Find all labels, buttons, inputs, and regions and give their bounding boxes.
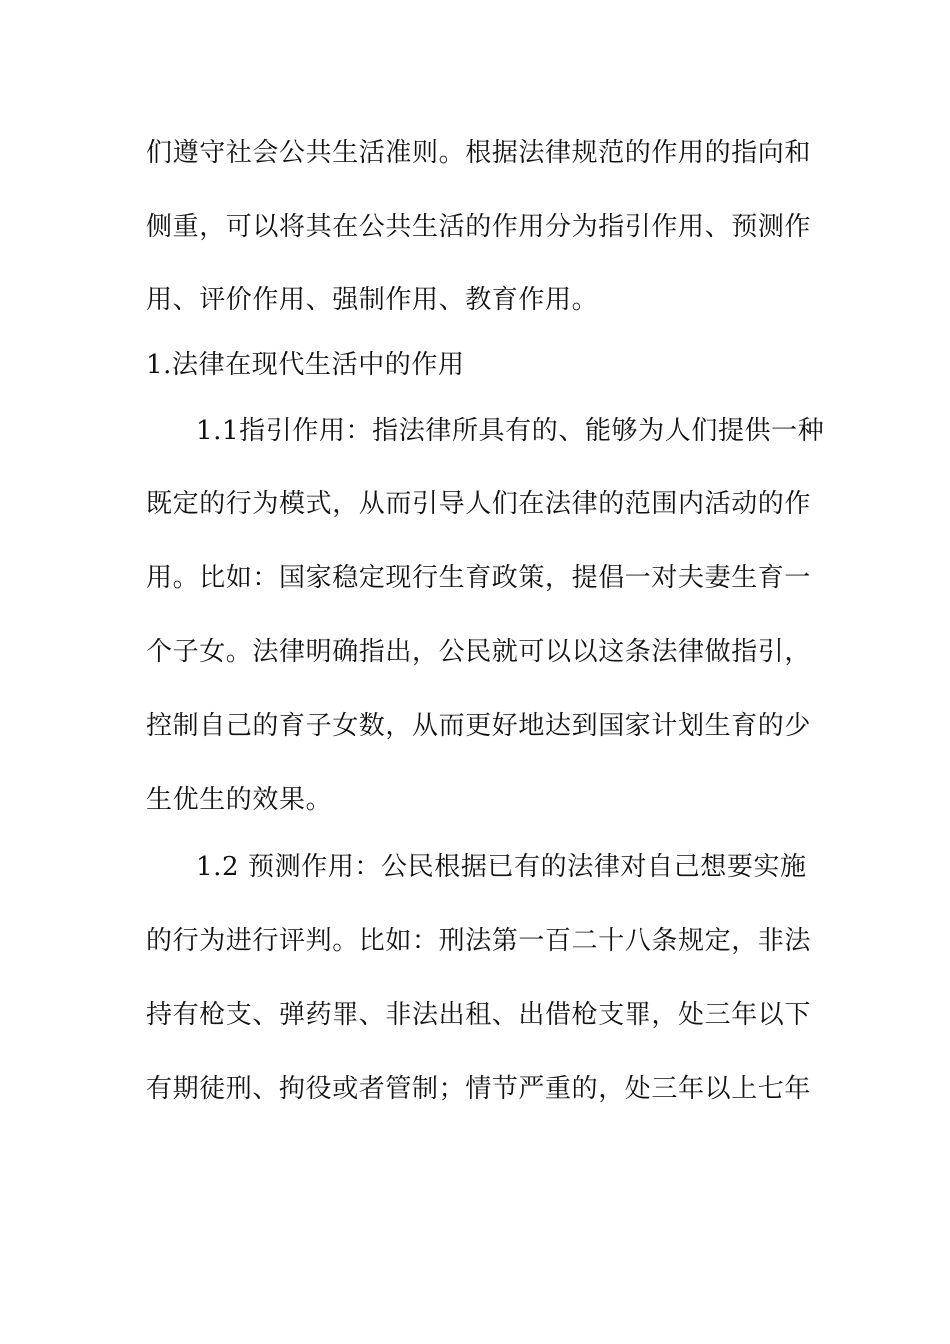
paragraph-line: 1.2 预测作用：公民根据已有的法律对自己想要实施 [196,852,807,882]
paragraph-line: 侧重，可以将其在公共生活的作用分为指引作用、预测作 [146,212,812,242]
paragraph-line: 用。比如：国家稳定现行生育政策，提倡一对夫妻生育一 [146,563,812,593]
paragraph-line: 有期徒刑、拘役或者管制；情节严重的，处三年以上七年 [146,1074,812,1104]
section-heading: 1.法律在现代生活中的作用 [146,350,465,380]
paragraph-line: 用、评价作用、强制作用、教育作用。 [146,285,599,315]
paragraph-line: 个子女。法律明确指出，公民就可以以这条法律做指引， [146,637,812,667]
paragraph-line: 既定的行为模式，从而引导人们在法律的范围内活动的作 [146,489,812,519]
paragraph-line: 持有枪支、弹药罪、非法出租、出借枪支罪，处三年以下 [146,1000,812,1030]
paragraph-line: 生优生的效果。 [146,785,333,815]
paragraph-line: 的行为进行评判。比如：刑法第一百二十八条规定，非法 [146,926,812,956]
paragraph-line: 控制自己的育子女数，从而更好地达到国家计划生育的少 [146,711,812,741]
paragraph-line: 们遵守社会公共生活准则。根据法律规范的作用的指向和 [146,138,812,168]
paragraph-line: 1.1指引作用：指法律所具有的、能够为人们提供一种 [196,416,825,446]
